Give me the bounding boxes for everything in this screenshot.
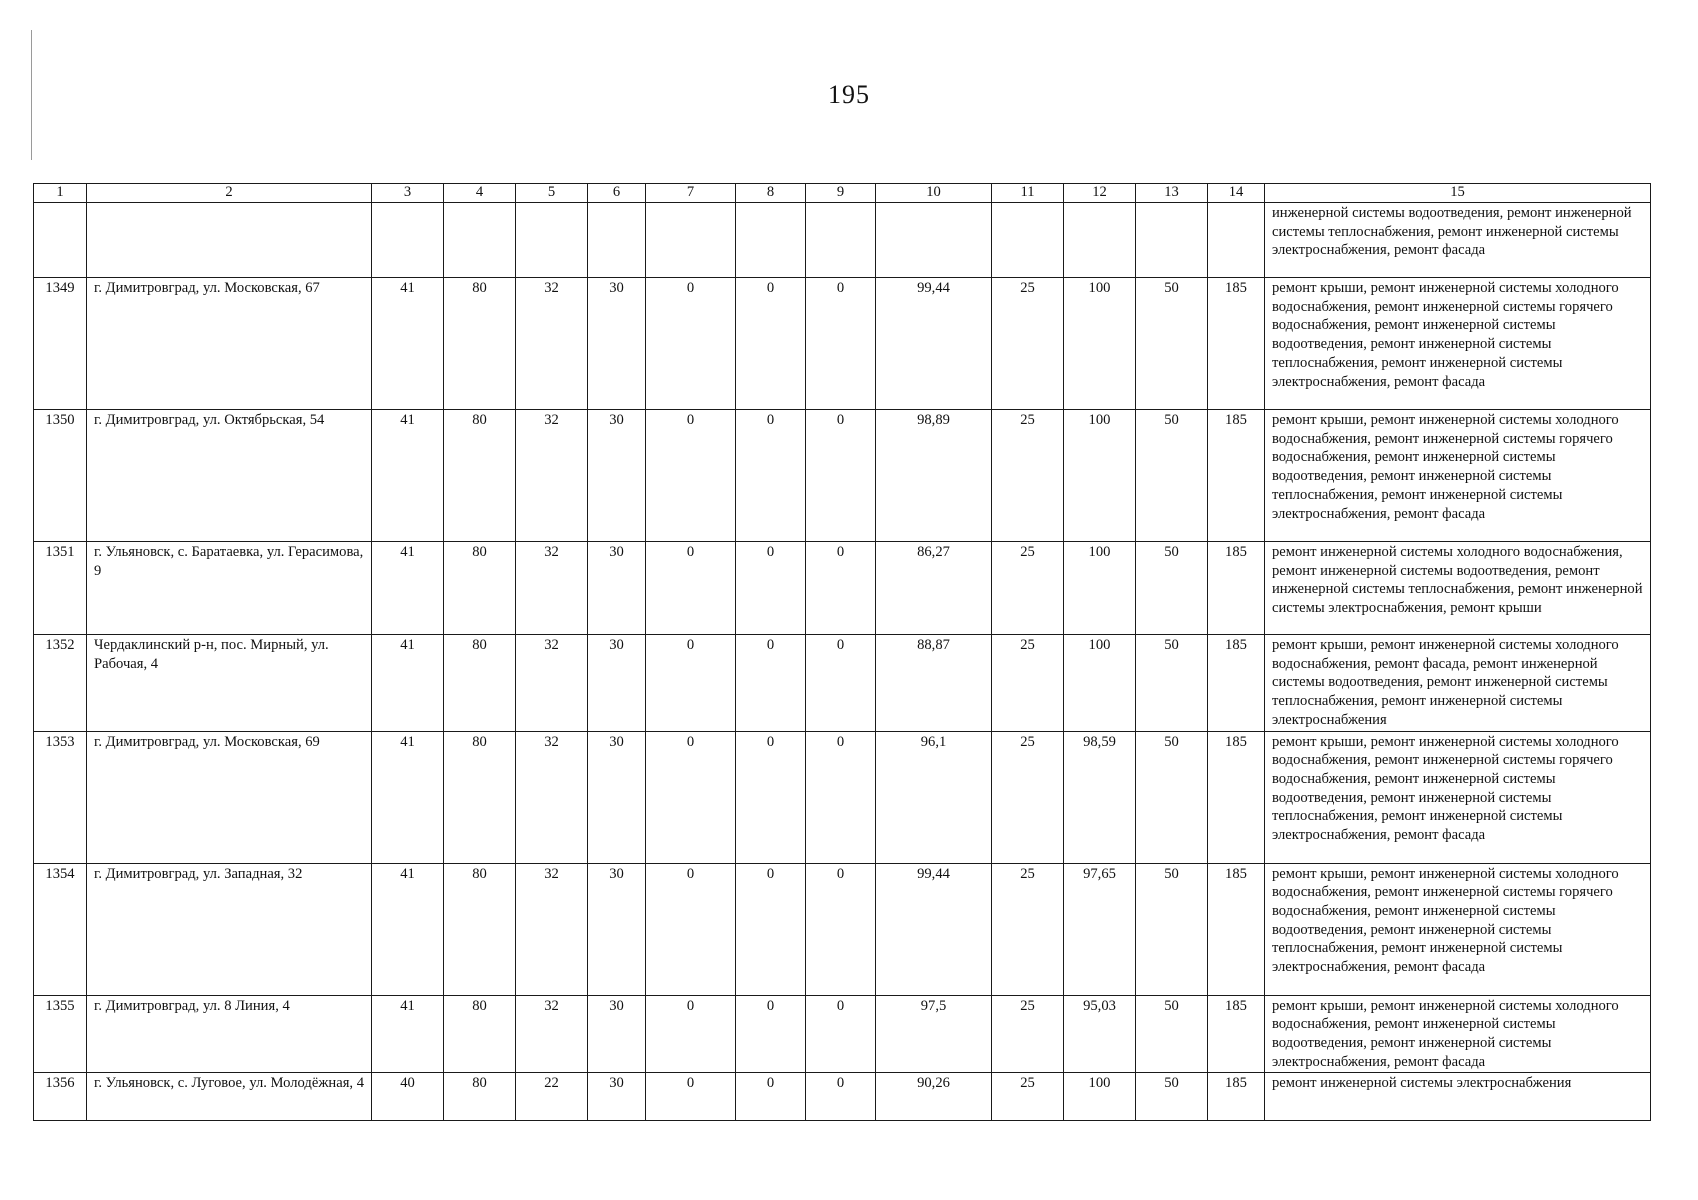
cell-number: 1353 — [34, 731, 87, 863]
cell-col12 — [1064, 203, 1136, 278]
cell-number: 1350 — [34, 410, 87, 542]
cell-col8: 0 — [736, 410, 806, 542]
header-row — [34, 184, 1651, 203]
cell-col8: 0 — [736, 995, 806, 1073]
cell-col9: 0 — [806, 542, 876, 635]
cell-col8: 0 — [736, 635, 806, 732]
cell-col7 — [646, 203, 736, 278]
cell-works: ремонт крыши, ремонт инженерной системы холодного водоснабжения, ремонт инженерной системы горячего водоснабжения, ремонт инженерной системы водоотведения, ремонт инженерной системы теплоснабжения, ремонт инженерной системы электроснабжения, ремонт фасада — [1265, 278, 1651, 410]
column-header-5: 5 — [516, 184, 588, 203]
cell-col8: 0 — [736, 542, 806, 635]
cell-number: 1349 — [34, 278, 87, 410]
cell-col13 — [1136, 203, 1208, 278]
cell-col13: 50 — [1136, 278, 1208, 410]
cell-col5: 32 — [516, 863, 588, 995]
cell-number: 1351 — [34, 542, 87, 635]
column-header-12: 12 — [1064, 184, 1136, 203]
column-header-1: 1 — [34, 184, 87, 203]
column-header-14: 14 — [1208, 184, 1265, 203]
cell-col3: 41 — [372, 863, 444, 995]
cell-col6: 30 — [588, 635, 646, 732]
cell-col13: 50 — [1136, 635, 1208, 732]
cell-col9: 0 — [806, 995, 876, 1073]
cell-col14: 185 — [1208, 410, 1265, 542]
cell-col10: 96,1 — [876, 731, 992, 863]
cell-col10: 90,26 — [876, 1073, 992, 1121]
cell-col12: 100 — [1064, 410, 1136, 542]
cell-col11: 25 — [992, 410, 1064, 542]
cell-col14 — [1208, 203, 1265, 278]
cell-col12: 100 — [1064, 1073, 1136, 1121]
column-header-9: 9 — [806, 184, 876, 203]
cell-number: 1354 — [34, 863, 87, 995]
cell-works: ремонт инженерной системы электроснабжения — [1265, 1073, 1651, 1121]
cell-col5: 32 — [516, 542, 588, 635]
cell-address: г. Димитровград, ул. Западная, 32 — [87, 863, 372, 995]
cell-col11 — [992, 203, 1064, 278]
cell-col4: 80 — [444, 278, 516, 410]
cell-col6: 30 — [588, 863, 646, 995]
cell-col11: 25 — [992, 731, 1064, 863]
cell-col14: 185 — [1208, 1073, 1265, 1121]
cell-col12: 100 — [1064, 542, 1136, 635]
cell-col4: 80 — [444, 995, 516, 1073]
cell-col5 — [516, 203, 588, 278]
table-row — [34, 995, 1651, 1073]
cell-col13: 50 — [1136, 1073, 1208, 1121]
cell-number: 1355 — [34, 995, 87, 1073]
cell-works: ремонт крыши, ремонт инженерной системы холодного водоснабжения, ремонт инженерной системы горячего водоснабжения, ремонт инженерной системы водоотведения, ремонт инженерной системы теплоснабжения, ремонт инженерной системы электроснабжения, ремонт фасада — [1265, 731, 1651, 863]
cell-col8: 0 — [736, 863, 806, 995]
cell-col8: 0 — [736, 278, 806, 410]
cell-col5: 32 — [516, 635, 588, 732]
cell-col4 — [444, 203, 516, 278]
cell-col12: 100 — [1064, 278, 1136, 410]
cell-col7: 0 — [646, 731, 736, 863]
cell-col7: 0 — [646, 542, 736, 635]
cell-col10: 99,44 — [876, 863, 992, 995]
cell-col6: 30 — [588, 731, 646, 863]
cell-col7: 0 — [646, 1073, 736, 1121]
cell-col14: 185 — [1208, 635, 1265, 732]
cell-address: г. Ульяновск, с. Баратаевка, ул. Герасимова, 9 — [87, 542, 372, 635]
cell-address: г. Ульяновск, с. Луговое, ул. Молодёжная, 4 — [87, 1073, 372, 1121]
cell-col14: 185 — [1208, 995, 1265, 1073]
cell-col9: 0 — [806, 863, 876, 995]
cell-col9: 0 — [806, 731, 876, 863]
cell-col11: 25 — [992, 542, 1064, 635]
cell-col13: 50 — [1136, 863, 1208, 995]
table-row — [34, 542, 1651, 635]
cell-col13: 50 — [1136, 410, 1208, 542]
column-header-7: 7 — [646, 184, 736, 203]
cell-col3: 41 — [372, 995, 444, 1073]
cell-works: ремонт крыши, ремонт инженерной системы холодного водоснабжения, ремонт инженерной системы водоотведения, ремонт инженерной системы электроснабжения, ремонт фасада — [1265, 995, 1651, 1073]
column-header-2: 2 — [87, 184, 372, 203]
cell-col9: 0 — [806, 1073, 876, 1121]
cell-address: г. Димитровград, ул. Московская, 69 — [87, 731, 372, 863]
column-header-4: 4 — [444, 184, 516, 203]
cell-col4: 80 — [444, 1073, 516, 1121]
cell-number: 1356 — [34, 1073, 87, 1121]
cell-col10: 99,44 — [876, 278, 992, 410]
cell-col10: 98,89 — [876, 410, 992, 542]
cell-col8 — [736, 203, 806, 278]
cell-col9 — [806, 203, 876, 278]
cell-col10: 97,5 — [876, 995, 992, 1073]
cell-col14: 185 — [1208, 542, 1265, 635]
cell-col11: 25 — [992, 278, 1064, 410]
cell-col3: 40 — [372, 1073, 444, 1121]
cell-col10 — [876, 203, 992, 278]
column-header-3: 3 — [372, 184, 444, 203]
cell-col3 — [372, 203, 444, 278]
table-row — [34, 410, 1651, 542]
cell-col7: 0 — [646, 635, 736, 732]
cell-address: Чердаклинский р-н, пос. Мирный, ул. Рабочая, 4 — [87, 635, 372, 732]
cell-col3: 41 — [372, 635, 444, 732]
column-header-11: 11 — [992, 184, 1064, 203]
repair-program-table — [33, 183, 1651, 1121]
cell-col4: 80 — [444, 863, 516, 995]
cell-col7: 0 — [646, 863, 736, 995]
cell-number — [34, 203, 87, 278]
table-row-continuation — [34, 203, 1651, 278]
cell-col9: 0 — [806, 410, 876, 542]
cell-col5: 32 — [516, 731, 588, 863]
cell-col11: 25 — [992, 1073, 1064, 1121]
column-header-15: 15 — [1265, 184, 1651, 203]
cell-col6: 30 — [588, 1073, 646, 1121]
cell-col5: 32 — [516, 410, 588, 542]
table-row — [34, 278, 1651, 410]
cell-col6: 30 — [588, 278, 646, 410]
cell-col6: 30 — [588, 410, 646, 542]
table-row — [34, 731, 1651, 863]
cell-col8: 0 — [736, 731, 806, 863]
cell-col12: 97,65 — [1064, 863, 1136, 995]
cell-col7: 0 — [646, 278, 736, 410]
cell-col3: 41 — [372, 731, 444, 863]
cell-col4: 80 — [444, 410, 516, 542]
table-row — [34, 635, 1651, 732]
cell-works: инженерной системы водоотведения, ремонт инженерной системы теплоснабжения, ремонт инженерной системы электроснабжения, ремонт фасада — [1265, 203, 1651, 278]
cell-col6: 30 — [588, 542, 646, 635]
cell-col4: 80 — [444, 542, 516, 635]
cell-col3: 41 — [372, 278, 444, 410]
cell-col3: 41 — [372, 542, 444, 635]
cell-works: ремонт инженерной системы холодного водоснабжения, ремонт инженерной системы водоотведения, ремонт инженерной системы теплоснабжения, ремонт инженерной системы электроснабжения, ремонт крыши — [1265, 542, 1651, 635]
column-header-6: 6 — [588, 184, 646, 203]
column-header-8: 8 — [736, 184, 806, 203]
cell-address — [87, 203, 372, 278]
cell-number: 1352 — [34, 635, 87, 732]
cell-col5: 32 — [516, 995, 588, 1073]
cell-col14: 185 — [1208, 731, 1265, 863]
cell-col12: 95,03 — [1064, 995, 1136, 1073]
cell-col12: 100 — [1064, 635, 1136, 732]
cell-works: ремонт крыши, ремонт инженерной системы холодного водоснабжения, ремонт инженерной системы горячего водоснабжения, ремонт инженерной системы водоотведения, ремонт инженерной системы теплоснабжения, ремонт инженерной системы электроснабжения, ремонт фасада — [1265, 863, 1651, 995]
cell-works: ремонт крыши, ремонт инженерной системы холодного водоснабжения, ремонт инженерной системы горячего водоснабжения, ремонт инженерной системы водоотведения, ремонт инженерной системы теплоснабжения, ремонт инженерной системы электроснабжения, ремонт фасада — [1265, 410, 1651, 542]
cell-col7: 0 — [646, 410, 736, 542]
cell-col8: 0 — [736, 1073, 806, 1121]
table-row — [34, 863, 1651, 995]
cell-col9: 0 — [806, 278, 876, 410]
table-row — [34, 1073, 1651, 1121]
cell-col10: 86,27 — [876, 542, 992, 635]
cell-works: ремонт крыши, ремонт инженерной системы холодного водоснабжения, ремонт фасада, ремонт инженерной системы водоотведения, ремонт инженерной системы теплоснабжения, ремонт инженерной системы электроснабжения — [1265, 635, 1651, 732]
cell-address: г. Димитровград, ул. Октябрьская, 54 — [87, 410, 372, 542]
cell-col12: 98,59 — [1064, 731, 1136, 863]
cell-col6: 30 — [588, 995, 646, 1073]
cell-col13: 50 — [1136, 995, 1208, 1073]
cell-col4: 80 — [444, 731, 516, 863]
cell-address: г. Димитровград, ул. Московская, 67 — [87, 278, 372, 410]
cell-col14: 185 — [1208, 278, 1265, 410]
cell-col5: 32 — [516, 278, 588, 410]
cell-col13: 50 — [1136, 542, 1208, 635]
cell-col3: 41 — [372, 410, 444, 542]
cell-col11: 25 — [992, 635, 1064, 732]
cell-address: г. Димитровград, ул. 8 Линия, 4 — [87, 995, 372, 1073]
cell-col11: 25 — [992, 863, 1064, 995]
cell-col5: 22 — [516, 1073, 588, 1121]
cell-col14: 185 — [1208, 863, 1265, 995]
page-number: 195 — [828, 80, 870, 109]
cell-col6 — [588, 203, 646, 278]
cell-col13: 50 — [1136, 731, 1208, 863]
cell-col9: 0 — [806, 635, 876, 732]
column-header-10: 10 — [876, 184, 992, 203]
cell-col7: 0 — [646, 995, 736, 1073]
column-header-13: 13 — [1136, 184, 1208, 203]
cell-col10: 88,87 — [876, 635, 992, 732]
cell-col11: 25 — [992, 995, 1064, 1073]
cell-col4: 80 — [444, 635, 516, 732]
